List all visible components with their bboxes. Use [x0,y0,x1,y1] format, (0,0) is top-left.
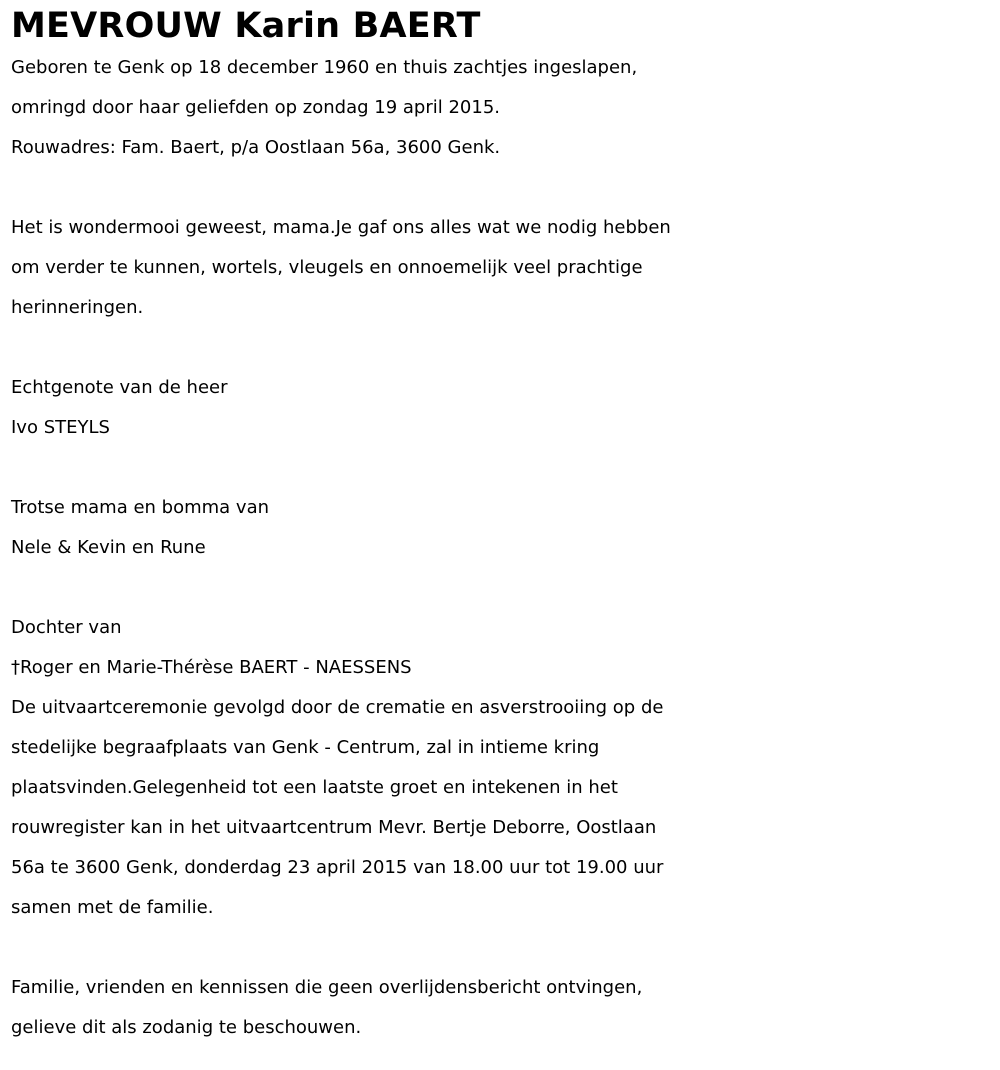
closing-section [11,968,993,1048]
ceremony-line: plaatsvinden.Gelegenheid tot een laatste groet en intekenen in het [11,777,618,798]
tribute-line: herinneringen. [11,297,144,318]
deceased-name-heading: MEVROUW Karin BAERT [11,6,481,46]
parents-section [11,608,993,688]
children-names: Nele & Kevin en Rune [11,537,206,558]
intro-line: omringd door haar geliefden op zondag 19 april 2015. [11,97,501,118]
spacer [11,568,993,608]
children-section [11,488,993,568]
ceremony-line: stedelijke begraafplaats van Genk - Centrum, zal in intieme kring [11,737,600,758]
ceremony-line: rouwregister kan in het uitvaartcentrum Mevr. Bertje Deborre, Oostlaan [11,817,657,838]
ceremony-line: 56a te 3600 Genk, donderdag 23 april 2015 van 18.00 uur tot 19.00 uur [11,857,664,878]
intro-line: Rouwadres: Fam. Baert, p/a Oostlaan 56a, 3600 Genk. [11,137,501,158]
ceremony-line: De uitvaartceremonie gevolgd door de crematie en asverstrooiing op de [11,697,664,718]
spacer [11,328,993,368]
children-label: Trotse mama en bomma van [11,497,270,518]
spouse-name: Ivo STEYLS [11,417,110,438]
ceremony-line: samen met de familie. [11,897,214,918]
tribute-section [11,208,993,328]
spacer [11,928,993,968]
spacer [11,168,993,208]
tribute-line: om verder te kunnen, wortels, vleugels en onnoemelijk veel prachtige [11,257,643,278]
closing-line: gelieve dit als zodanig te beschouwen. [11,1017,362,1038]
spouse-section [11,368,993,448]
intro-line: Geboren te Genk op 18 december 1960 en thuis zachtjes ingeslapen, [11,57,638,78]
ceremony-section [11,688,993,928]
spacer [11,448,993,488]
tribute-line: Het is wondermooi geweest, mama.Je gaf ons alles wat we nodig hebben [11,217,671,238]
parents-label: Dochter van [11,617,122,638]
cross-icon: † [11,657,20,678]
parents-names: Roger en Marie-Thérèse BAERT - NAESSENS [20,657,412,678]
spouse-label: Echtgenote van de heer [11,377,228,398]
closing-line: Familie, vrienden en kennissen die geen overlijdensbericht ontvingen, [11,977,643,998]
parents-line [11,648,993,688]
obituary-notice [11,4,993,1048]
intro-section [11,48,993,168]
